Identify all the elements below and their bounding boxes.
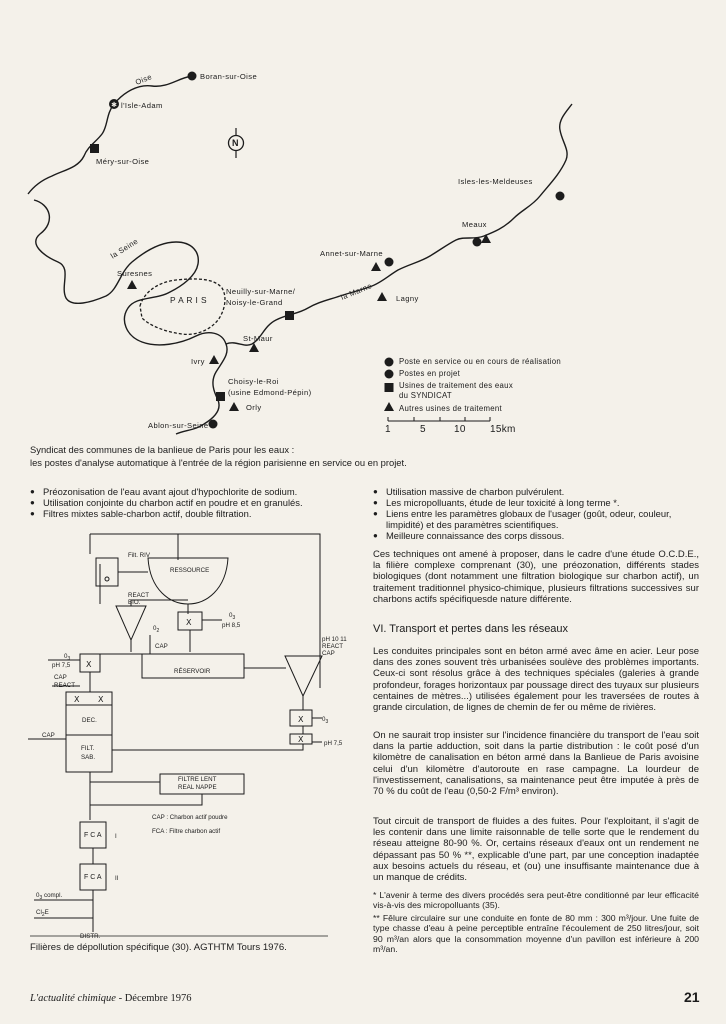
map-caption-line2: les postes d'analyse automatique à l'entrée de la région parisienne en service ou en projet. xyxy=(30,457,407,468)
legend-triangle-icon xyxy=(384,402,394,411)
paris-boundary xyxy=(140,279,225,334)
marker-choisy xyxy=(216,392,225,401)
list-item: ● Filtres mixtes sable-charbon actif, double filtration. xyxy=(30,508,355,519)
list-item: ● Préozonisation de l'eau avant ajout d'hypochlorite de sodium. xyxy=(30,486,355,497)
marker-meaux xyxy=(473,238,482,247)
label-suresnes: Suresnes xyxy=(117,269,153,278)
legend-circle-icon xyxy=(385,358,394,367)
label-paris: P A R I S xyxy=(170,295,207,305)
diag-o3-compl: $0_3$ compl. xyxy=(36,892,63,902)
map-caption-line1: Syndicat des communes de la banlieue de Paris pour les eaux : xyxy=(30,444,295,455)
legend-star-icon xyxy=(385,370,394,379)
diag-o3-right: $0_3$ xyxy=(322,716,329,726)
diag-filtre-lent: FILTRE LENT xyxy=(178,776,217,783)
label-lagny: Lagny xyxy=(396,294,419,303)
oise-river xyxy=(28,76,192,194)
label-meaux: Meaux xyxy=(462,220,487,229)
list-item: ● Utilisation conjointe du charbon actif en poudre et en granulés. xyxy=(30,497,355,508)
marker-orly xyxy=(229,402,239,411)
diag-distr: DISTR. xyxy=(80,933,101,940)
scale-bar xyxy=(388,417,490,421)
paragraph-techniques: Ces techniques ont amené à proposer, dans le cadre d'une étude O.C.D.E., la filière complexe comprenant (30), une préozonation, différents stades biologiques (dont notamment une filtration biologique sur charbon actif), un traitement traditionnel physico-chimique, plusieurs filtrations successives sur charbons actifs spécifiquesde nature différente. xyxy=(373,549,699,605)
seine-river xyxy=(34,200,227,434)
legend-item-2: Postes en projet xyxy=(399,369,461,378)
diag-dec: DEC. xyxy=(82,717,97,724)
marker-meaux-plant xyxy=(481,234,491,243)
marker-neuilly xyxy=(285,311,294,320)
legend-square-icon xyxy=(385,383,394,392)
diag-ph85: pH 8,5 xyxy=(222,622,241,629)
marker-isles-meldeuses xyxy=(556,192,565,201)
page-number: 21 xyxy=(684,989,700,1005)
diag-real-nappe: REAL NAPPE xyxy=(178,784,217,791)
label-choisy: Choisy-le-Roi xyxy=(228,377,279,386)
list-item: ● Liens entre les paramètres globaux de l'usager (goût, odeur, couleur, limpidité) et des paramètres scientifiques. xyxy=(373,508,698,530)
region-map xyxy=(0,0,726,460)
diag-fca-1-num: I xyxy=(115,833,117,840)
label-marne: la Marne xyxy=(339,281,374,302)
label-choisy-usine: (usine Edmond-Pépin) xyxy=(228,388,312,397)
label-neuilly: Neuilly-sur-Marne/ xyxy=(226,287,296,296)
x-mark: X xyxy=(298,735,304,744)
scale-label-15: 15km xyxy=(490,424,516,435)
process-diagram xyxy=(0,520,360,940)
x-mark: X xyxy=(86,660,92,669)
marker-ablon xyxy=(209,420,218,429)
diag-fca-2: F C A xyxy=(84,874,102,881)
journal-date: - Décembre 1976 xyxy=(115,993,192,1004)
list-item: ● Utilisation massive de charbon pulvérulent. xyxy=(373,486,698,497)
diag-cap-left: CAP xyxy=(42,732,55,739)
legend-item-3: Usines de traitement des eaux xyxy=(399,381,514,390)
legend-item-4: Autres usines de traitement xyxy=(399,404,503,413)
marker-ivry xyxy=(209,355,219,364)
marker-suresnes xyxy=(127,280,137,289)
paragraph-incidence: On ne saurait trop insister sur l'incidence financière du transport de l'eau soit dans la partie adduction, soit dans la partie distribution : le coût posé d'un kilomètre de canalisation en béton armé dans la Banlieue de Paris avoisine celui d'un kilomètre d'autoroute en rase campagne. La lourdeur de l'investissement, canalisations, sa maintenance peut être imputée à près de 70 % du coût de l'eau (0,50-2 F/m³ environ). xyxy=(373,730,699,798)
list-item: ● Meilleure connaissance des corps dissous. xyxy=(373,530,698,541)
diag-o3-left: $0_3$ xyxy=(64,653,71,663)
label-seine: la Seine xyxy=(108,236,140,261)
label-st-maur: St-Maur xyxy=(243,334,273,343)
section-heading: VI. Transport et pertes dans les réseaux xyxy=(373,623,569,635)
diag-filt-riv: Filt. RIV xyxy=(128,552,151,559)
right-bullet-list xyxy=(373,486,698,541)
diag-ressource: RESSOURCE xyxy=(170,567,210,574)
x-mark: X xyxy=(186,618,192,627)
marne-river xyxy=(226,104,572,345)
x-mark: X xyxy=(298,715,304,724)
label-annet: Annet-sur-Marne xyxy=(320,249,383,258)
paragraph-circuit: Tout circuit de transport de fluides a des fuites. Pour l'exploitant, il s'agit de les contenir dans une limite raisonnable de telle sorte que le rendement du réseau atteigne 80-90 %. Or, certains réseaux d'eaux ont un rendement ne dépassant pas 50 % **, explicable d'une part, par une conception inadaptée aux besoins actuels du réseau, et (ou) une insuffisante maintenance due à un manque de crédits. xyxy=(373,816,699,884)
journal-footer xyxy=(30,993,191,1004)
diag-ph75-right: pH 7,5 xyxy=(324,740,343,747)
footnote-2: ** Fêlure circulaire sur une conduite en fonte de 80 mm : 300 m³/jour. Une fuite de type chasse d'eau à peine perceptible entraîne l'écoulement de 250 litres/jour, soit 90 m³/an alors que la consommation moyenne d'un pavillon est inférieure à 200 m³/an. xyxy=(373,913,699,955)
diag-fca-2-num: II xyxy=(115,875,119,882)
journal-name: L'actualité chimique xyxy=(30,993,116,1004)
diag-filt: FILT. xyxy=(81,745,95,752)
label-ablon: Ablon-sur-Seine xyxy=(148,421,209,430)
scale-label-5: 5 xyxy=(420,424,426,435)
marker-mery xyxy=(90,144,99,153)
diag-cap-legend: CAP : Charbon actif poudre xyxy=(152,814,228,821)
diag-react-bio: REACT BIO. xyxy=(128,592,149,606)
diag-ph75-left: pH 7,5 xyxy=(52,662,71,669)
diag-o3-top: $0_3$ xyxy=(229,612,236,622)
scale-label-1: 1 xyxy=(385,424,391,435)
diag-o2: $0_2$ xyxy=(153,625,160,635)
x-mark: X xyxy=(74,695,80,704)
diag-fca-1: F C A xyxy=(84,832,102,839)
list-item: ● Les micropolluants, étude de leur toxicité à long terme *. xyxy=(373,497,698,508)
paragraph-conduites: Les conduites principales sont en béton armé avec âme en acier. Leur pose dans des zones souvent très urbanisées soulève des problèmes importants. Ceux-ci sont résolus grâce à des techniques spéciales (galeries à grande profondeur, forages horizontaux par poussage direct des tuyaux sur plusieurs centaines de mètres...) utilisées également pour les traversées de routes à grande circulation, de lignes de chemin de fer ou même de rivières. xyxy=(373,646,699,714)
north-label: N xyxy=(232,138,239,148)
legend-item-1: Poste en service ou en cours de réalisation xyxy=(399,357,561,366)
label-mery: Méry-sur-Oise xyxy=(96,157,150,166)
label-isles-meldeuses: Isles-les-Meldeuses xyxy=(458,177,533,186)
label-orly: Orly xyxy=(246,403,262,412)
marker-lagny xyxy=(377,292,387,301)
diagram-caption: Filières de dépollution spécifique (30). AGTHTM Tours 1976. xyxy=(30,942,287,953)
marker-annet-plant xyxy=(371,262,381,271)
diag-cl2e: $Cl_2E$ xyxy=(36,909,49,919)
project-star: ✱ xyxy=(111,101,117,109)
diag-ph1011: pH 10 11 xyxy=(322,636,347,643)
label-noisy: Noisy-le-Grand xyxy=(226,298,283,307)
diag-fca-legend: FCA : Filtre charbon actif xyxy=(152,828,221,835)
label-oise: Oise xyxy=(133,72,154,87)
diag-cap-react2: REACT xyxy=(54,682,75,689)
scale-label-10: 10 xyxy=(454,424,466,435)
diag-react: REACT xyxy=(322,643,343,650)
legend-item-3b: du SYNDICAT xyxy=(399,391,452,400)
diag-cap-right: CAP xyxy=(322,650,335,657)
x-mark: X xyxy=(98,695,104,704)
label-isle-adam: l'Isle-Adam xyxy=(121,101,163,110)
label-boran: Boran-sur-Oise xyxy=(200,72,258,81)
marker-boran xyxy=(188,72,197,81)
label-ivry: Ivry xyxy=(191,357,205,366)
footnote-1: * L'avenir à terme des divers procédés sera peut-être conditionné par leur efficacité vis-à-vis des micropolluants (35). xyxy=(373,890,699,911)
diag-cap-react1: CAP xyxy=(54,674,67,681)
diag-reservoir: RÉSERVOIR xyxy=(174,668,211,675)
diag-cap: CAP xyxy=(155,643,168,650)
left-bullet-list xyxy=(30,486,355,519)
marker-annet xyxy=(385,258,394,267)
diag-sab: SAB. xyxy=(81,754,96,761)
